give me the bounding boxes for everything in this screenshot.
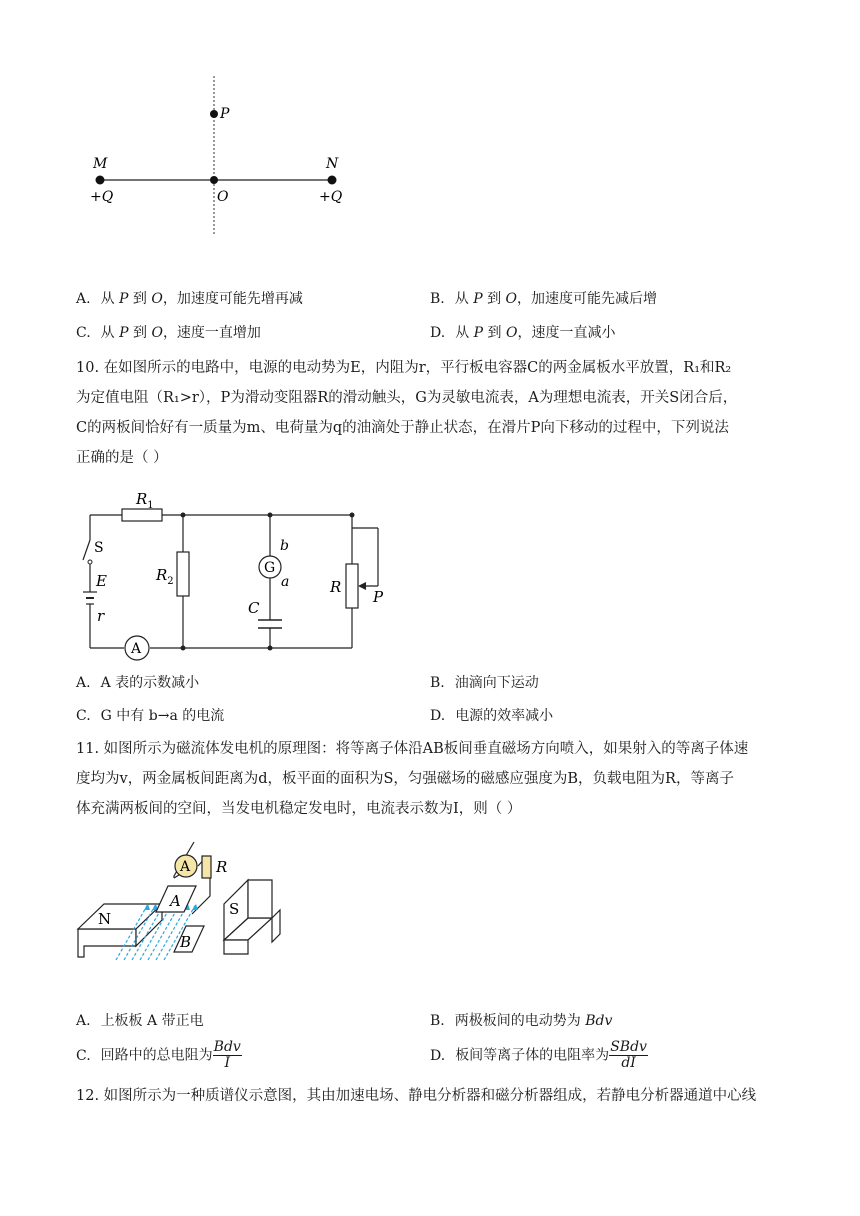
svg-text:R1: $R_1$ xyxy=(136,490,154,511)
q11-line-1: 11. 如图所示为磁流体发电机的原理图：将等离子体沿AB板间垂直磁场方向喷入，如果射入的等离子体速 xyxy=(76,741,749,757)
svg-text:A: A xyxy=(180,859,191,875)
svg-text:R: R xyxy=(330,578,342,596)
q9-options-row-1 xyxy=(76,288,796,310)
q11-option-b[interactable]: B. 两极板间的电动势为 Bdv xyxy=(430,1013,613,1029)
q10-option-c[interactable]: C. G 中有 b→a 的电流 xyxy=(76,708,225,724)
svg-text:B: B xyxy=(180,933,192,951)
svg-text:A: A xyxy=(131,641,142,657)
q10-option-b[interactable]: B. 油滴向下运动 xyxy=(430,675,539,691)
q11-option-a[interactable]: A. 上板板 A 带正电 xyxy=(76,1013,204,1029)
fraction-c: $\frac{\text{Bdv}}{I}$ xyxy=(213,1039,241,1071)
svg-text:S: S xyxy=(94,540,104,556)
charges-figure xyxy=(80,70,360,240)
q9-options-row-2 xyxy=(76,322,796,344)
label-m: M xyxy=(93,156,108,172)
svg-text:G: G xyxy=(264,560,276,576)
q11-option-c[interactable]: C. 回路中的总电阻为 $\frac{\text{Bdv}}{I}$ xyxy=(76,1039,241,1071)
q12-line-1: 12. 如图所示为一种质谱仪示意图，其由加速电场、静电分析器和磁分析器组成，若静电分析器通道中心线 xyxy=(76,1088,757,1104)
svg-text:E: E xyxy=(96,572,107,590)
svg-text:N: N xyxy=(98,910,112,928)
point-p xyxy=(210,110,218,118)
charge-m xyxy=(96,176,105,185)
q10-line-4: 正确的是（ ） xyxy=(76,450,168,466)
svg-text:S: S xyxy=(229,900,240,918)
q9-option-a[interactable]: A. 从 P 到 O，加速度可能先增再减 xyxy=(76,291,303,307)
svg-text:A: A xyxy=(170,892,181,910)
fraction-d: $\frac{\text{SBdv}}{dI}$ xyxy=(610,1039,647,1071)
svg-text:b: b xyxy=(280,538,289,554)
svg-text:C: C xyxy=(248,599,260,617)
q10-line-1: 10. 在如图所示的电路中，电源的电动势为E，内阻为r，平行板电容器C的两金属板水平放置，R₁和R₂ xyxy=(76,360,732,376)
q10-options-row-1 xyxy=(76,672,796,694)
q11-line-2: 度均为v，两金属板间距离为d，板平面的面积为S，匀强磁场的磁感应强度为B，负载电阻为R，等离子 xyxy=(76,771,734,787)
mhd-generator-figure xyxy=(76,834,286,964)
q11-stem xyxy=(76,734,794,824)
label-charge-right: +Q xyxy=(319,189,343,205)
svg-text:P: P xyxy=(373,588,384,606)
svg-text:a: a xyxy=(281,574,290,590)
charge-n xyxy=(328,176,337,185)
label-o: O xyxy=(217,189,229,205)
label-charge-left: +Q xyxy=(90,189,114,205)
q9-option-d[interactable]: D. 从 P 到 O，速度一直减小 xyxy=(430,325,616,341)
svg-text:R: R xyxy=(216,858,228,876)
q10-stem xyxy=(76,353,794,473)
q11-option-d[interactable]: D. 板间等离子体的电阻率为 $\frac{\text{SBdv}}{dI}$ xyxy=(430,1039,647,1071)
q10-line-2: 为定值电阻（R₁>r），P为滑动变阻器R的滑动触头，G为灵敏电流表，A为理想电流表，开关S闭合后， xyxy=(76,390,738,406)
q9-option-c[interactable]: C. 从 P 到 O，速度一直增加 xyxy=(76,325,261,341)
svg-text:r: r xyxy=(97,607,105,625)
svg-text:R2: $R_2$ xyxy=(156,566,174,587)
label-p: P xyxy=(220,106,230,122)
q10-option-d[interactable]: D. 电源的效率减小 xyxy=(430,708,554,724)
q10-option-a[interactable]: A. A 表的示数减小 xyxy=(76,675,200,691)
q10-options-row-2 xyxy=(76,705,796,727)
q11-options-row-2 xyxy=(76,1040,796,1080)
q12-stem xyxy=(76,1081,794,1111)
label-n: N xyxy=(326,156,339,172)
q10-line-3: C的两板间恰好有一质量为m、电荷量为q的油滴处于静止状态，在滑片P向下移动的过程中，下列说法 xyxy=(76,420,729,436)
point-o xyxy=(210,176,218,184)
circuit-figure xyxy=(70,480,390,670)
q11-line-3: 体充满两板间的空间，当发电机稳定发电时，电流表示数为I，则（ ） xyxy=(76,801,522,817)
q9-option-b[interactable]: B. 从 P 到 O，加速度可能先减后增 xyxy=(430,291,658,307)
q11-options-row-1 xyxy=(76,1010,796,1032)
